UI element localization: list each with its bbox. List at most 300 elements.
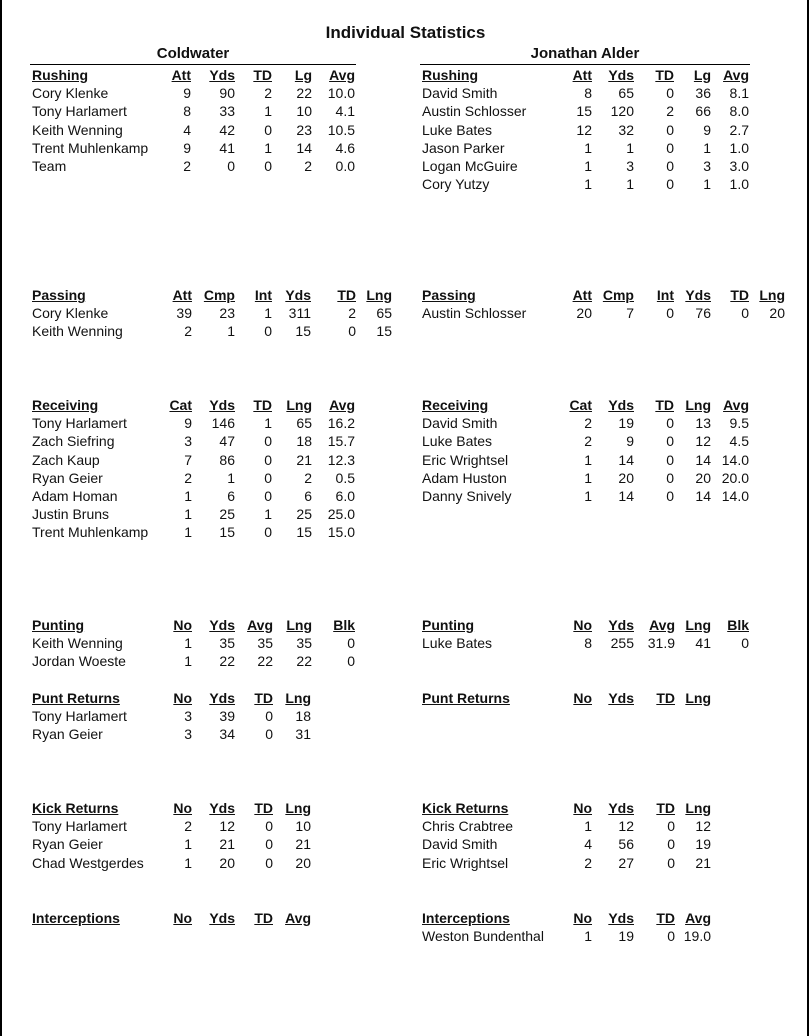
passing-home-stat-cell: 1 <box>264 305 272 322</box>
receiving-away-col-td: TD <box>655 397 674 413</box>
interceptions-away-col-avg: Avg <box>685 910 711 926</box>
interceptions-away-heading: Interceptions <box>422 910 510 926</box>
rushing-home-stat-cell: 90 <box>219 85 235 102</box>
receiving-home-stat-cell: 0 <box>264 488 272 504</box>
rushing-away-stat-cell: 120 <box>610 103 634 120</box>
receiving-away-stat-cell: 2 <box>584 415 592 432</box>
interceptions-away-col-no: No <box>573 910 592 926</box>
interceptions-away-stat-cell: 19 <box>618 928 634 945</box>
punt-returns-home-col-td: TD <box>254 690 273 706</box>
punting-away-stat-cell: 255 <box>610 635 634 652</box>
receiving-home-player-name: Trent Muhlenkamp <box>32 524 149 541</box>
punting-home-col-lng: Lng <box>286 617 312 633</box>
punting-home-stat-cell: 1 <box>184 653 192 670</box>
rushing-away-stat-cell: 8.1 <box>729 85 749 102</box>
away-team-underline <box>420 64 750 65</box>
punting-home-stat-cell: 22 <box>296 653 312 670</box>
rushing-home-stat-cell: 23 <box>296 121 312 138</box>
interceptions-away-col-td: TD <box>656 910 675 926</box>
rushing-away-stat-cell: 0 <box>666 176 674 193</box>
receiving-home-col-td: TD <box>253 397 272 413</box>
rushing-away-col-att: Att <box>572 67 592 83</box>
passing-home-col-int: Int <box>254 287 272 303</box>
receiving-away-col-cat: Cat <box>569 397 592 413</box>
kick-returns-away-col-td: TD <box>656 800 675 816</box>
passing-away-stat-cell: 0 <box>741 305 749 322</box>
interceptions-away-stat-cell: 1 <box>584 928 592 945</box>
receiving-home-stat-cell: 0 <box>264 451 272 468</box>
passing-home-stat-cell: 2 <box>348 305 356 322</box>
receiving-home-stat-cell: 15 <box>219 524 235 541</box>
rushing-home-stat-cell: 22 <box>296 85 312 102</box>
receiving-home-stat-cell: 1 <box>227 469 235 486</box>
kick-returns-away-heading: Kick Returns <box>422 800 509 816</box>
receiving-home-stat-cell: 1 <box>184 506 192 523</box>
page-title: Individual Statistics <box>325 23 486 42</box>
receiving-home-player-name: Tony Harlamert <box>32 415 127 432</box>
receiving-home-player-name: Zach Siefring <box>32 433 115 450</box>
rushing-home-stat-cell: 4 <box>183 121 191 138</box>
receiving-away-stat-cell: 0 <box>666 433 674 450</box>
rushing-home-heading: Rushing <box>32 67 88 83</box>
receiving-home-player-name: Adam Homan <box>32 488 118 504</box>
receiving-home-stat-cell: 6 <box>227 488 235 504</box>
rushing-away-stat-cell: 0 <box>666 121 674 138</box>
receiving-away-player-name: David Smith <box>422 415 498 432</box>
punt-returns-home-heading: Punt Returns <box>32 690 120 706</box>
kick-returns-away-col-lng: Lng <box>685 800 711 816</box>
receiving-away-stat-cell: 1 <box>584 469 592 486</box>
passing-home-stat-cell: 2 <box>184 323 192 340</box>
punt-returns-away-col-no: No <box>573 690 592 706</box>
punting-away-stat-cell: 0 <box>741 635 749 652</box>
rushing-home-col-yds: Yds <box>209 67 235 83</box>
receiving-away-stat-cell: 9.5 <box>729 415 749 432</box>
rushing-home-stat-cell: 4.6 <box>335 139 355 156</box>
rushing-away-col-td: TD <box>655 67 674 83</box>
receiving-home-stat-cell: 12.3 <box>327 451 355 468</box>
punt-returns-home-stat-cell: 39 <box>219 708 235 725</box>
punt-returns-home-col-no: No <box>173 690 192 706</box>
passing-away-col-att: Att <box>572 287 592 303</box>
punt-returns-away-heading: Punt Returns <box>422 690 510 706</box>
kick-returns-home-stat-cell: 21 <box>295 836 311 853</box>
rushing-home-stat-cell: 2 <box>183 158 191 174</box>
receiving-home-col-cat: Cat <box>169 397 192 413</box>
passing-home-player-name: Keith Wenning <box>32 323 123 340</box>
punt-returns-away-col-lng: Lng <box>685 690 711 706</box>
punting-away-col-lng: Lng <box>685 617 711 633</box>
receiving-away-stat-cell: 0 <box>666 469 674 486</box>
kick-returns-home-stat-cell: 2 <box>184 818 192 835</box>
rushing-away-player-name: Logan McGuire <box>422 158 518 174</box>
receiving-away-stat-cell: 9 <box>626 433 634 450</box>
receiving-home-stat-cell: 1 <box>264 415 272 432</box>
rushing-away-player-name: Luke Bates <box>422 121 493 138</box>
receiving-away-stat-cell: 20 <box>618 469 634 486</box>
rushing-home-stat-cell: 10.0 <box>327 85 355 102</box>
passing-away-col-yds: Yds <box>685 287 711 303</box>
passing-away-col-int: Int <box>656 287 674 303</box>
receiving-home-stat-cell: 6 <box>304 488 312 504</box>
kick-returns-home-stat-cell: 0 <box>265 854 273 871</box>
rushing-away-col-yds: Yds <box>608 67 634 83</box>
passing-home-heading: Passing <box>32 287 86 303</box>
rushing-home-stat-cell: 9 <box>183 85 191 102</box>
receiving-away-stat-cell: 20.0 <box>721 469 749 486</box>
passing-away-stat-cell: 20 <box>576 305 592 322</box>
receiving-home-heading: Receiving <box>32 397 99 413</box>
receiving-away-player-name: Luke Bates <box>422 433 493 450</box>
passing-away-col-lng: Lng <box>759 287 785 303</box>
receiving-home-stat-cell: 0 <box>264 433 272 450</box>
punt-returns-home-player-name: Ryan Geier <box>32 726 103 743</box>
receiving-home-stat-cell: 25 <box>219 506 235 523</box>
punt-returns-home-stat-cell: 31 <box>295 726 311 743</box>
kick-returns-home-stat-cell: 1 <box>184 836 192 853</box>
away-team-name: Jonathan Alder <box>530 45 640 62</box>
rushing-away-stat-cell: 32 <box>618 121 634 138</box>
kick-returns-home-heading: Kick Returns <box>32 800 119 816</box>
receiving-home-stat-cell: 21 <box>296 451 312 468</box>
rushing-home-player-name: Keith Wenning <box>32 121 123 138</box>
kick-returns-away-stat-cell: 56 <box>618 836 634 853</box>
rushing-home-player-name: Team <box>32 158 67 174</box>
passing-home-col-td: TD <box>337 287 356 303</box>
interceptions-home-heading: Interceptions <box>32 910 120 926</box>
receiving-home-stat-cell: 15.0 <box>327 524 355 541</box>
rushing-away-stat-cell: 2.7 <box>729 121 749 138</box>
rushing-away-stat-cell: 65 <box>618 85 634 102</box>
passing-home-col-yds: Yds <box>285 287 311 303</box>
rushing-away-stat-cell: 3 <box>703 158 711 174</box>
kick-returns-home-stat-cell: 20 <box>219 854 235 871</box>
rushing-home-stat-cell: 4.1 <box>335 103 355 120</box>
rushing-home-stat-cell: 1 <box>264 103 272 120</box>
receiving-home-col-yds: Yds <box>209 397 235 413</box>
rushing-away-player-name: Austin Schlosser <box>422 103 527 120</box>
passing-away-col-cmp: Cmp <box>602 287 634 303</box>
kick-returns-home-col-yds: Yds <box>209 800 235 816</box>
receiving-home-stat-cell: 146 <box>211 415 235 432</box>
receiving-away-stat-cell: 0 <box>666 451 674 468</box>
rushing-home-stat-cell: 10 <box>296 103 312 120</box>
punt-returns-home-col-lng: Lng <box>285 690 311 706</box>
rushing-away-stat-cell: 1 <box>584 158 592 174</box>
rushing-home-col-td: TD <box>253 67 272 83</box>
punting-home-stat-cell: 35 <box>296 635 312 652</box>
kick-returns-home-player-name: Tony Harlamert <box>32 818 127 835</box>
kick-returns-home-stat-cell: 0 <box>265 836 273 853</box>
passing-home-stat-cell: 0 <box>348 323 356 340</box>
receiving-home-stat-cell: 18 <box>296 433 312 450</box>
rushing-away-heading: Rushing <box>422 67 478 83</box>
rushing-away-stat-cell: 1 <box>584 176 592 193</box>
kick-returns-home-stat-cell: 1 <box>184 854 192 871</box>
passing-away-player-name: Austin Schlosser <box>422 305 527 322</box>
rushing-home-stat-cell: 0 <box>227 158 235 174</box>
punting-away-stat-cell: 31.9 <box>647 635 675 652</box>
receiving-away-stat-cell: 20 <box>695 469 711 486</box>
receiving-home-stat-cell: 0.5 <box>335 469 355 486</box>
rushing-home-col-avg: Avg <box>329 67 355 83</box>
receiving-home-stat-cell: 1 <box>264 506 272 523</box>
receiving-home-stat-cell: 16.2 <box>327 415 355 432</box>
passing-home-stat-cell: 15 <box>295 323 311 340</box>
receiving-home-stat-cell: 65 <box>296 415 312 432</box>
rushing-home-col-lg: Lg <box>294 67 312 83</box>
home-team-underline <box>30 64 356 65</box>
passing-away-col-td: TD <box>730 287 749 303</box>
receiving-home-player-name: Justin Bruns <box>32 506 110 523</box>
receiving-away-player-name: Adam Huston <box>422 469 507 486</box>
passing-home-stat-cell: 311 <box>288 305 311 322</box>
receiving-away-player-name: Eric Wrightsel <box>422 451 509 468</box>
receiving-away-stat-cell: 14.0 <box>721 451 749 468</box>
punt-returns-home-player-name: Tony Harlamert <box>32 708 127 725</box>
punting-home-player-name: Keith Wenning <box>32 635 123 652</box>
passing-away-stat-cell: 0 <box>666 305 674 322</box>
punt-returns-home-stat-cell: 0 <box>265 708 273 725</box>
rushing-away-stat-cell: 2 <box>666 103 674 120</box>
receiving-home-stat-cell: 25 <box>296 506 312 523</box>
punting-away-col-avg: Avg <box>649 617 675 633</box>
punting-home-heading: Punting <box>32 617 85 633</box>
passing-home-stat-cell: 39 <box>176 305 192 322</box>
receiving-home-stat-cell: 1 <box>184 488 192 504</box>
receiving-home-stat-cell: 2 <box>304 469 312 486</box>
receiving-home-stat-cell: 1 <box>184 524 192 541</box>
interceptions-home-col-avg: Avg <box>285 910 311 926</box>
punt-returns-home-stat-cell: 0 <box>265 726 273 743</box>
rushing-away-stat-cell: 1 <box>703 139 711 156</box>
punting-home-col-yds: Yds <box>209 617 235 633</box>
rushing-away-stat-cell: 1.0 <box>729 176 749 193</box>
interceptions-home-col-td: TD <box>254 910 273 926</box>
passing-away-stat-cell: 7 <box>626 305 634 322</box>
receiving-home-stat-cell: 3 <box>184 433 192 450</box>
punting-home-player-name: Jordan Woeste <box>32 653 126 670</box>
interceptions-away-stat-cell: 19.0 <box>683 928 711 945</box>
punting-home-col-avg: Avg <box>247 617 273 633</box>
interceptions-away-stat-cell: 0 <box>667 928 675 945</box>
passing-home-stat-cell: 65 <box>376 305 392 322</box>
kick-returns-home-stat-cell: 20 <box>295 854 311 871</box>
punting-away-heading: Punting <box>422 617 475 633</box>
kick-returns-away-stat-cell: 0 <box>667 818 675 835</box>
receiving-home-player-name: Zach Kaup <box>32 451 100 468</box>
rushing-home-player-name: Trent Muhlenkamp <box>32 139 149 156</box>
receiving-home-stat-cell: 25.0 <box>327 506 355 523</box>
punt-returns-home-stat-cell: 18 <box>295 708 311 725</box>
punting-home-stat-cell: 35 <box>257 635 273 652</box>
receiving-home-stat-cell: 2 <box>184 469 192 486</box>
passing-away-heading: Passing <box>422 287 476 303</box>
receiving-home-stat-cell: 7 <box>184 451 192 468</box>
rushing-away-stat-cell: 8.0 <box>729 103 749 120</box>
punt-returns-home-col-yds: Yds <box>209 690 235 706</box>
receiving-away-col-yds: Yds <box>608 397 634 413</box>
passing-home-col-att: Att <box>172 287 192 303</box>
passing-home-player-name: Cory Klenke <box>32 305 109 322</box>
receiving-away-stat-cell: 13 <box>695 415 711 432</box>
rushing-home-stat-cell: 0.0 <box>335 158 355 174</box>
rushing-home-stat-cell: 0 <box>264 158 272 174</box>
rushing-away-col-lg: Lg <box>693 67 711 83</box>
rushing-away-stat-cell: 15 <box>576 103 592 120</box>
passing-home-stat-cell: 0 <box>264 323 272 340</box>
receiving-home-stat-cell: 86 <box>219 451 235 468</box>
kick-returns-home-stat-cell: 12 <box>219 818 235 835</box>
passing-home-col-cmp: Cmp <box>203 287 235 303</box>
kick-returns-home-stat-cell: 21 <box>219 836 235 853</box>
kick-returns-home-col-lng: Lng <box>285 800 311 816</box>
punt-returns-away-col-yds: Yds <box>608 690 634 706</box>
rushing-away-stat-cell: 1 <box>703 176 711 193</box>
interceptions-away-player-name: Weston Bundenthal <box>422 928 544 945</box>
rushing-away-col-avg: Avg <box>723 67 749 83</box>
rushing-away-player-name: Cory Yutzy <box>422 176 490 193</box>
passing-away-stat-cell: 76 <box>695 305 711 322</box>
kick-returns-away-col-no: No <box>573 800 592 816</box>
rushing-away-stat-cell: 9 <box>703 121 711 138</box>
punting-away-col-yds: Yds <box>608 617 634 633</box>
receiving-away-player-name: Danny Snively <box>422 488 512 504</box>
kick-returns-away-stat-cell: 12 <box>618 818 634 835</box>
rushing-away-stat-cell: 8 <box>584 85 592 102</box>
punt-returns-home-stat-cell: 3 <box>184 708 192 725</box>
kick-returns-home-col-td: TD <box>254 800 273 816</box>
rushing-away-stat-cell: 36 <box>695 85 711 102</box>
rushing-home-stat-cell: 41 <box>219 139 235 156</box>
interceptions-home-col-yds: Yds <box>209 910 235 926</box>
interceptions-home-col-no: No <box>173 910 192 926</box>
punt-returns-away-col-td: TD <box>656 690 675 706</box>
receiving-away-stat-cell: 0 <box>666 488 674 504</box>
rushing-away-stat-cell: 1 <box>626 176 634 193</box>
rushing-away-player-name: David Smith <box>422 85 498 102</box>
receiving-away-col-lng: Lng <box>685 397 711 413</box>
rushing-home-player-name: Tony Harlamert <box>32 103 127 120</box>
receiving-home-stat-cell: 9 <box>184 415 192 432</box>
receiving-home-col-lng: Lng <box>286 397 312 413</box>
kick-returns-away-stat-cell: 1 <box>584 818 592 835</box>
home-team-name: Coldwater <box>156 45 230 62</box>
rushing-away-stat-cell: 0 <box>666 85 674 102</box>
receiving-away-heading: Receiving <box>422 397 489 413</box>
punting-home-col-blk: Blk <box>333 617 355 633</box>
receiving-away-stat-cell: 2 <box>584 433 592 450</box>
passing-home-stat-cell: 1 <box>227 323 235 340</box>
passing-away-stat-cell: 20 <box>769 305 785 322</box>
rushing-home-stat-cell: 8 <box>183 103 191 120</box>
rushing-away-stat-cell: 1 <box>626 139 634 156</box>
receiving-home-stat-cell: 47 <box>219 433 235 450</box>
punting-home-stat-cell: 0 <box>347 653 355 670</box>
kick-returns-away-stat-cell: 27 <box>618 854 634 871</box>
receiving-home-col-avg: Avg <box>329 397 355 413</box>
rushing-home-col-att: Att <box>171 67 191 83</box>
kick-returns-home-player-name: Chad Westgerdes <box>32 854 144 871</box>
receiving-away-stat-cell: 0 <box>666 415 674 432</box>
receiving-away-stat-cell: 14 <box>618 488 634 504</box>
kick-returns-away-col-yds: Yds <box>608 800 634 816</box>
punting-home-stat-cell: 22 <box>257 653 273 670</box>
kick-returns-away-stat-cell: 2 <box>584 854 592 871</box>
rushing-away-stat-cell: 3 <box>626 158 634 174</box>
rushing-home-stat-cell: 0 <box>264 121 272 138</box>
kick-returns-away-stat-cell: 4 <box>584 836 592 853</box>
rushing-home-stat-cell: 9 <box>183 139 191 156</box>
rushing-away-stat-cell: 0 <box>666 158 674 174</box>
kick-returns-away-player-name: Eric Wrightsel <box>422 854 509 871</box>
passing-home-stat-cell: 15 <box>376 323 392 340</box>
rushing-away-stat-cell: 66 <box>695 103 711 120</box>
rushing-away-stat-cell: 1.0 <box>729 139 749 156</box>
rushing-away-player-name: Jason Parker <box>422 139 505 156</box>
receiving-away-col-avg: Avg <box>723 397 749 413</box>
receiving-home-stat-cell: 6.0 <box>335 488 355 504</box>
punting-home-stat-cell: 1 <box>184 635 192 652</box>
rushing-home-stat-cell: 33 <box>219 103 235 120</box>
rushing-home-stat-cell: 42 <box>219 121 235 138</box>
punting-away-player-name: Luke Bates <box>422 635 493 652</box>
rushing-away-stat-cell: 3.0 <box>729 158 749 174</box>
punt-returns-home-stat-cell: 3 <box>184 726 192 743</box>
receiving-home-stat-cell: 15 <box>296 524 312 541</box>
punting-away-col-no: No <box>573 617 592 633</box>
rushing-home-player-name: Cory Klenke <box>32 85 109 102</box>
receiving-away-stat-cell: 1 <box>584 451 592 468</box>
interceptions-away-col-yds: Yds <box>608 910 634 926</box>
receiving-home-stat-cell: 15.7 <box>327 433 355 450</box>
receiving-away-stat-cell: 14 <box>695 451 711 468</box>
receiving-away-stat-cell: 4.5 <box>729 433 749 450</box>
receiving-away-stat-cell: 14.0 <box>721 488 749 504</box>
kick-returns-away-stat-cell: 0 <box>667 854 675 871</box>
kick-returns-away-player-name: David Smith <box>422 836 498 853</box>
rushing-home-stat-cell: 1 <box>264 139 272 156</box>
kick-returns-away-stat-cell: 0 <box>667 836 675 853</box>
rushing-away-stat-cell: 0 <box>666 139 674 156</box>
passing-home-col-lng: Lng <box>366 287 392 303</box>
kick-returns-away-stat-cell: 19 <box>695 836 711 853</box>
rushing-home-stat-cell: 2 <box>304 158 312 174</box>
receiving-away-stat-cell: 14 <box>618 451 634 468</box>
kick-returns-home-stat-cell: 0 <box>265 818 273 835</box>
punting-away-stat-cell: 41 <box>695 635 711 652</box>
kick-returns-away-player-name: Chris Crabtree <box>422 818 514 835</box>
rushing-home-stat-cell: 2 <box>264 85 272 102</box>
punting-away-stat-cell: 8 <box>584 635 592 652</box>
punting-home-stat-cell: 35 <box>219 635 235 652</box>
kick-returns-home-player-name: Ryan Geier <box>32 836 103 853</box>
receiving-away-stat-cell: 12 <box>695 433 711 450</box>
kick-returns-away-stat-cell: 12 <box>695 818 711 835</box>
receiving-home-stat-cell: 0 <box>264 524 272 541</box>
kick-returns-home-stat-cell: 10 <box>295 818 311 835</box>
receiving-away-stat-cell: 14 <box>695 488 711 504</box>
rushing-home-stat-cell: 14 <box>296 139 312 156</box>
rushing-away-stat-cell: 12 <box>576 121 592 138</box>
punting-home-stat-cell: 22 <box>219 653 235 670</box>
rushing-away-stat-cell: 1 <box>584 139 592 156</box>
receiving-away-stat-cell: 19 <box>618 415 634 432</box>
passing-home-stat-cell: 23 <box>219 305 235 322</box>
punting-away-col-blk: Blk <box>727 617 749 633</box>
kick-returns-away-stat-cell: 21 <box>695 854 711 871</box>
rushing-home-stat-cell: 10.5 <box>327 121 355 138</box>
